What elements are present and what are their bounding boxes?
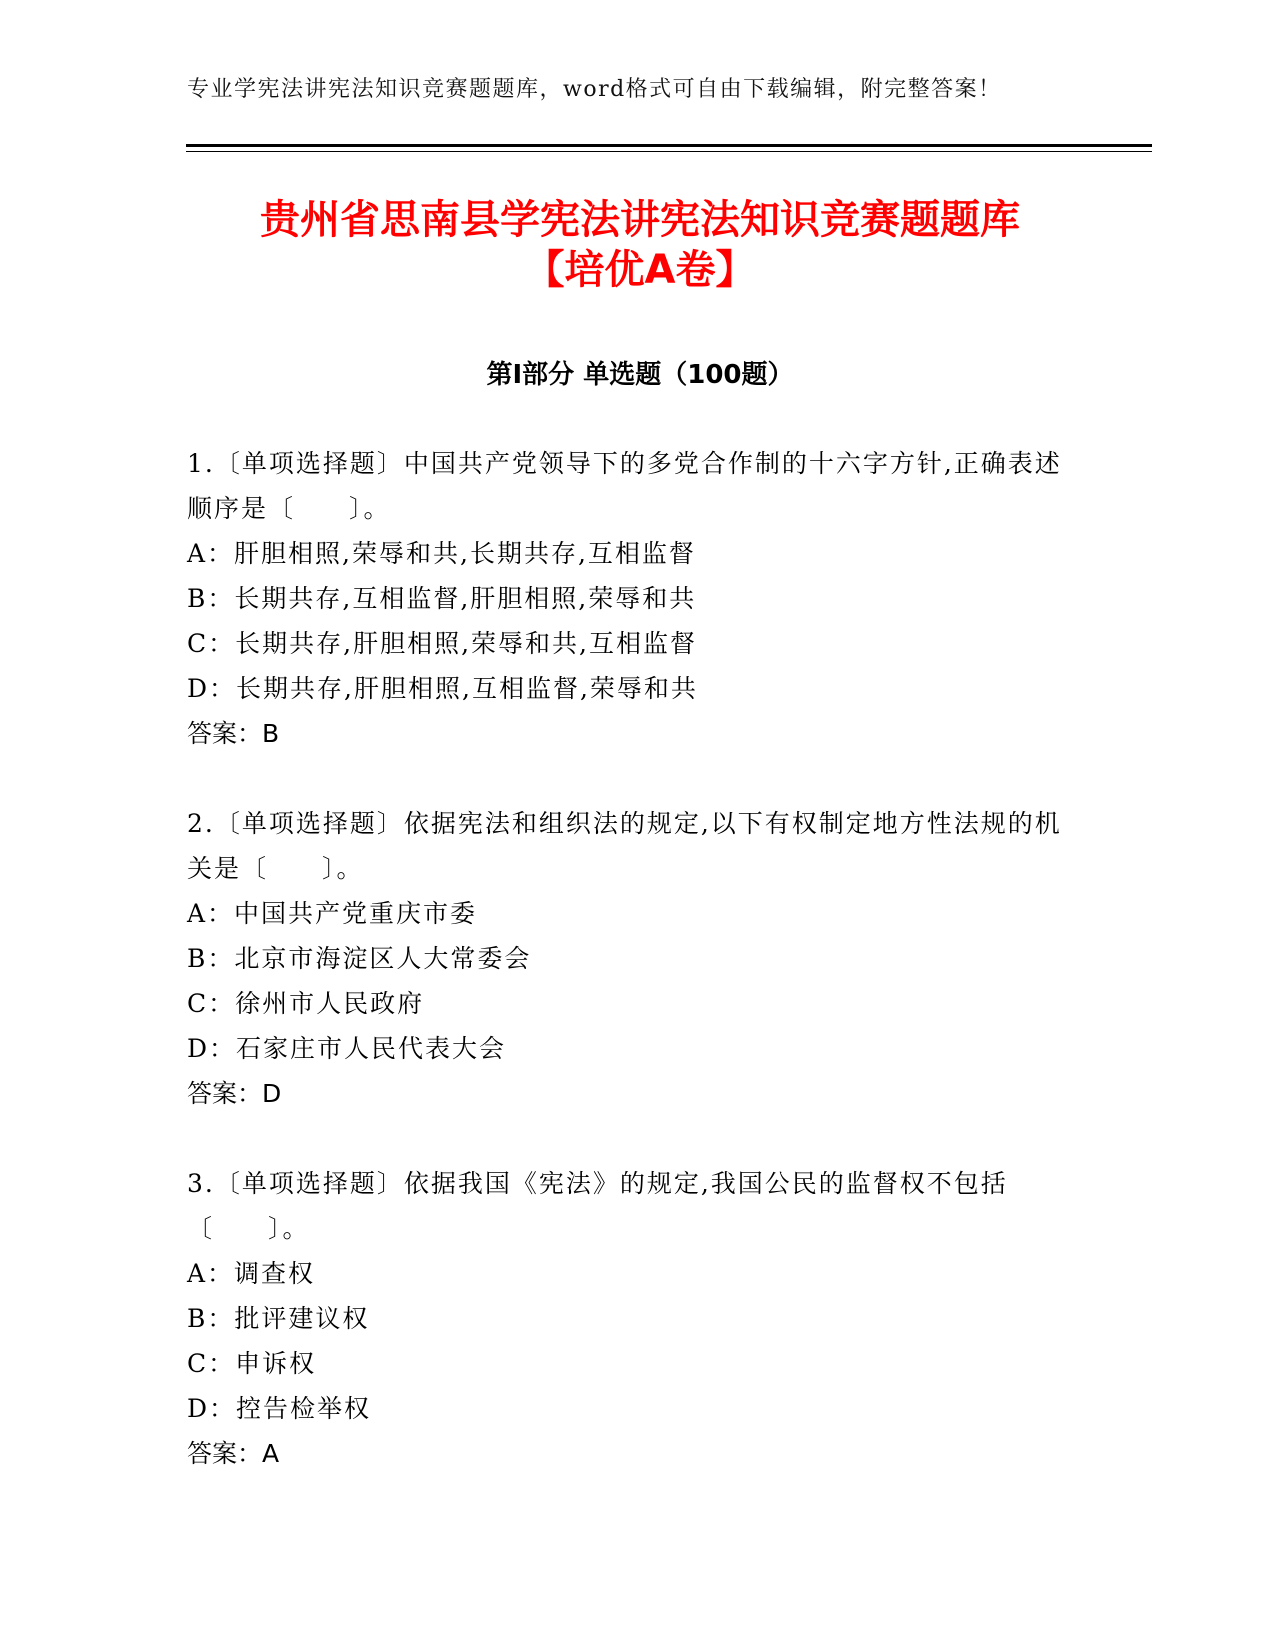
option-b: B：长期共存,互相监督,肝胆相照,荣辱和共 bbox=[187, 584, 697, 613]
option-a: A：中国共产党重庆市委 bbox=[187, 899, 478, 928]
document-title-line-2: 【培优A卷】 bbox=[524, 247, 756, 293]
header-note: 专业学宪法讲宪法知识竞赛题题库，word格式可自由下载编辑，附完整答案！ bbox=[187, 77, 1002, 102]
option-c: C：申诉权 bbox=[187, 1349, 317, 1378]
option-d: D：控告检举权 bbox=[187, 1394, 372, 1423]
question-1 bbox=[187, 441, 1077, 756]
option-d: D：长期共存,肝胆相照,互相监督,荣辱和共 bbox=[187, 674, 698, 703]
section-heading: 第Ⅰ部分 单选题（100题） bbox=[486, 360, 794, 390]
option-a: A：调查权 bbox=[187, 1259, 316, 1288]
question-list bbox=[187, 441, 1077, 1521]
option-b: B：北京市海淀区人大常委会 bbox=[187, 944, 532, 973]
option-c: C：长期共存,肝胆相照,荣辱和共,互相监督 bbox=[187, 629, 697, 658]
option-a: A：肝胆相照,荣辱和共,长期共存,互相监督 bbox=[187, 539, 696, 568]
option-d: D：石家庄市人民代表大会 bbox=[187, 1034, 507, 1063]
option-c: C：徐州市人民政府 bbox=[187, 989, 425, 1018]
answer: 答案：D bbox=[187, 1079, 282, 1108]
answer: 答案：A bbox=[187, 1439, 280, 1468]
option-b: B：批评建议权 bbox=[187, 1304, 370, 1333]
question-2 bbox=[187, 801, 1077, 1116]
document-title bbox=[120, 195, 1160, 295]
question-stem: 3.〔单项选择题〕依据我国《宪法》的规定,我国公民的监督权不包括〔 〕。 bbox=[187, 1169, 1008, 1243]
header-rule-thin bbox=[186, 151, 1152, 152]
answer: 答案：B bbox=[187, 719, 280, 748]
header-rule bbox=[186, 144, 1152, 147]
question-stem: 1.〔单项选择题〕中国共产党领导下的多党合作制的十六字方针,正确表述顺序是〔 〕。 bbox=[187, 449, 1062, 523]
question-3 bbox=[187, 1161, 1077, 1476]
question-stem: 2.〔单项选择题〕依据宪法和组织法的规定,以下有权制定地方性法规的机关是〔 〕。 bbox=[187, 809, 1062, 883]
document-title-line-1: 贵州省思南县学宪法讲宪法知识竞赛题题库 bbox=[260, 197, 1020, 243]
